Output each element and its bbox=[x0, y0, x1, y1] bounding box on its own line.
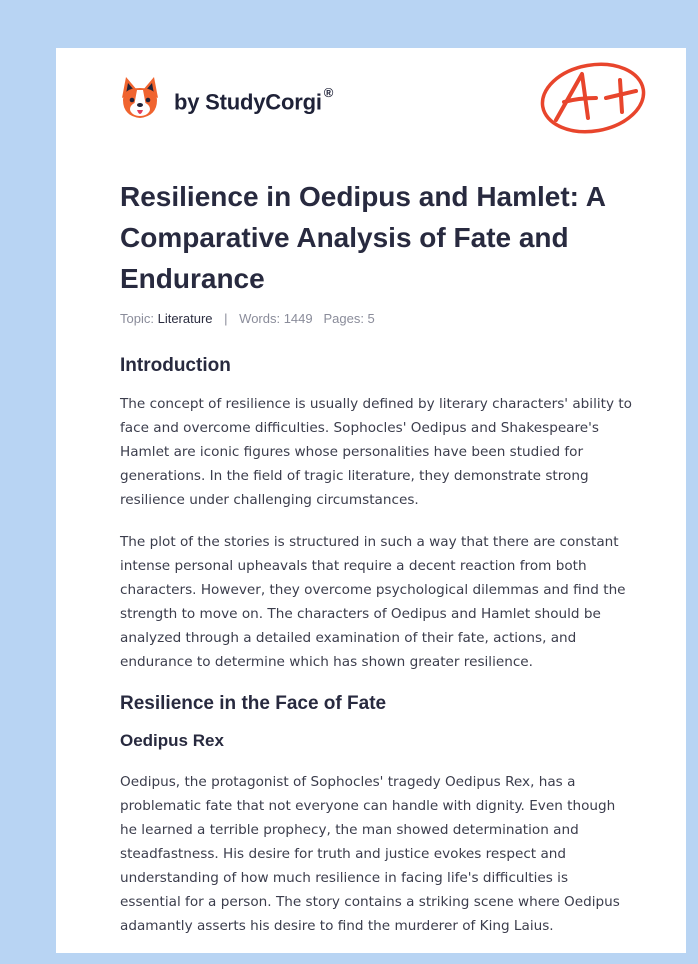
paragraph: The plot of the stories is structured in such a way that there are constant intense personal upheavals that require a decent reaction from both characters. However, they overcome psychological dilemmas and find the strength to move on. The characters of Oedipus and Hamlet should be analyzed through a detailed examination of their fate, actions, and endurance to determine which has shown greater resilience. bbox=[120, 534, 626, 670]
heading-introduction: Introduction bbox=[120, 355, 231, 376]
document-page bbox=[56, 48, 686, 953]
page-count: Pages: 5 bbox=[323, 311, 375, 326]
essay-content bbox=[120, 352, 632, 938]
meta-separator: | bbox=[224, 311, 228, 326]
paragraph: The concept of resilience is usually defined by literary characters' ability to face and overcome difficulties. Sophocles' Oedipus and Shakespeare's Hamlet are iconic figures whose personalities have been studied for generations. In the field of tragic literature, they demonstrate strong resilience under challenging circumstances. bbox=[120, 396, 632, 508]
topic-label: Topic: bbox=[120, 311, 154, 326]
a-plus-grade-icon bbox=[536, 58, 651, 138]
corgi-icon bbox=[120, 76, 160, 122]
studycorgi-logo[interactable] bbox=[120, 76, 333, 122]
page-title: Resilience in Oedipus and Hamlet: A Comparative Analysis of Fate and Endurance bbox=[120, 181, 605, 294]
document-meta bbox=[120, 311, 375, 326]
subheading-oedipus-rex: Oedipus Rex bbox=[120, 731, 224, 750]
heading-resilience-fate: Resilience in the Face of Fate bbox=[120, 693, 387, 714]
word-count: Words: 1449 bbox=[239, 311, 313, 326]
topic-link[interactable]: Literature bbox=[157, 311, 213, 326]
paragraph: Oedipus, the protagonist of Sophocles' tragedy Oedipus Rex, has a problematic fate that not everyone can handle with dignity. Even though he learned a terrible prophecy, the man showed determination and steadfastness. His desire for truth and justice evokes respect and understanding of how much resilience in facing life's difficulties is essential for a person. The story contains a striking scene where Oedipus adamantly asserts his desire to find the murderer of King Laius. bbox=[120, 774, 620, 934]
brand-name: by StudyCorgi ® bbox=[174, 84, 334, 115]
